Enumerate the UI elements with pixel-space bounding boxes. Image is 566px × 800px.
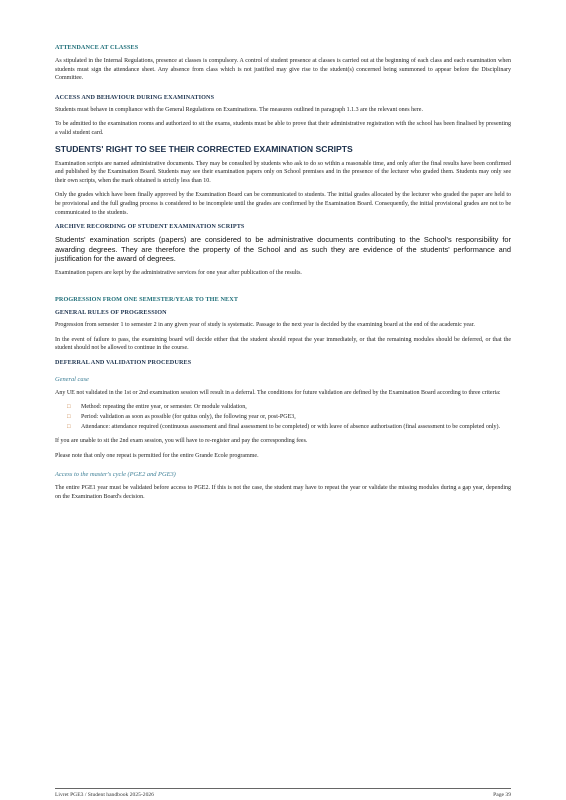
- deferral-paragraph-2: If you are unable to sit the 2nd exam session, you will have to re-register and pay the corresponding fees.: [55, 438, 308, 445]
- progression-paragraph-1: Progression from semester 1 to semester 2 in any given year of study is systematic. Passage to the next year is decided by the examining board at the end of the academic year.: [55, 321, 475, 328]
- list-item-text: Attendance: attendance required (continuous assessment and final assessment to be completed) or with leave of absence authorisation (final assessment to be completed only).: [81, 423, 501, 430]
- page-number: Page 39: [493, 792, 511, 798]
- deferral-paragraph-3: Please note that only one repeat is permitted for the entire Grande Ecole programme.: [55, 452, 259, 459]
- square-bullet-icon: □: [67, 404, 71, 411]
- list-item: [67, 403, 511, 412]
- progression-heading: PROGRESSION FROM ONE SEMESTER/YEAR TO THE NEXT: [55, 295, 239, 303]
- square-bullet-icon: □: [67, 423, 71, 430]
- deferral-paragraph-1: Any UE not validated in the 1st or 2nd examination session will result in a deferral. The conditions for future validation are defined by the Examination Board according to three criteria:: [55, 389, 501, 396]
- access-heading: ACCESS AND BEHAVIOUR DURING EXAMINATIONS: [55, 93, 215, 101]
- progression-rules-heading: GENERAL RULES OF PROGRESSION: [55, 308, 167, 316]
- progression-paragraph-2: In the event of failure to pass, the examining board will decide either that the student should repeat the year immediately, or that the remaining modules should be deferred, or that the student should not be allowed to continue in the course.: [55, 336, 511, 352]
- list-item-text: Period: validation as soon as possible (for quitus only), the following year or, post-PGE3,: [81, 413, 296, 420]
- attendance-paragraph: As stipulated in the Internal Regulations, presence at classes is compulsory. A control of student presence at classes is carried out at the beginning of each class and each examination when students must sign the attendance sheet. Any absence from class which is not justified may give rise to the student(s) concerned being summoned to appear before the Disciplinary Committee.: [55, 58, 511, 82]
- rights-paragraph-1: Examination scripts are named administrative documents. They may be consulted by students who ask to do so within a reasonable time, and only after the final results have been confirmed and published by the Examination Board. Students may see their examination papers only on School premises and in the presence of the lecturer who graded them. Students may only see their own scripts, when the mark obtained is strictly less than 10.: [55, 160, 511, 184]
- masters-paragraph: The entire PGE1 year must be validated before access to PGE2. If this is not the case, the student may have to repeat the year or validate the missing modules during a gap year, depending on the Examination Board's decision.: [55, 485, 511, 500]
- page-content: [55, 44, 511, 507]
- access-paragraph-2: To be admitted to the examination rooms and authorized to sit the exams, students must be able to prove that their administrative registration with the school has been finalised by presenting a valid student card.: [55, 121, 511, 136]
- archive-paragraph: Examination papers are kept by the administrative services for one year after publication of the results.: [55, 270, 302, 277]
- square-bullet-icon: □: [67, 413, 71, 420]
- footer-left: Livret PGE3 / Student handbook 2025-2026: [55, 792, 154, 798]
- masters-subheading: Access to the master's cycle (PGE2 and PGE3): [55, 471, 176, 479]
- deferral-subheading: General case: [55, 375, 89, 383]
- access-paragraph-1: Students must behave in compliance with the General Regulations on Examinations. The measures outlined in paragraph 1.1.3 are the relevant ones here.: [55, 106, 423, 113]
- deferral-heading: DEFERRAL AND VALIDATION PROCEDURES: [55, 358, 192, 366]
- archive-heading: ARCHIVE RECORDING OF STUDENT EXAMINATION SCRIPTS: [55, 223, 245, 231]
- rights-paragraph-2: Only the grades which have been finally approved by the Examination Board can be communicated to students. The initial grades allocated by the lecturer who graded the paper are held to be provisional and the full grading process is considered to be incomplete until the grades are confirmed by the Examination Board. Consequently, the initial provisional grades are not to be communicated to the students.: [55, 192, 511, 216]
- archive-lead-paragraph: Students' examination scripts (papers) are considered to be administrative documents contributing to the School's responsibility for awarding degrees. They are therefore the property of the School and as such they are evidence of the students' performance and justification for the award of degrees.: [55, 235, 511, 263]
- rights-heading: STUDENTS' RIGHT TO SEE THEIR CORRECTED EXAMINATION SCRIPTS: [55, 143, 353, 154]
- list-item: [67, 423, 511, 432]
- attendance-heading: ATTENDANCE AT CLASSES: [55, 44, 139, 51]
- list-item: [67, 413, 511, 422]
- page-footer: [55, 788, 511, 798]
- list-item-text: Method: repeating the entire year, or semester. Or module validation,: [81, 404, 247, 411]
- deferral-criteria-list: [67, 403, 511, 431]
